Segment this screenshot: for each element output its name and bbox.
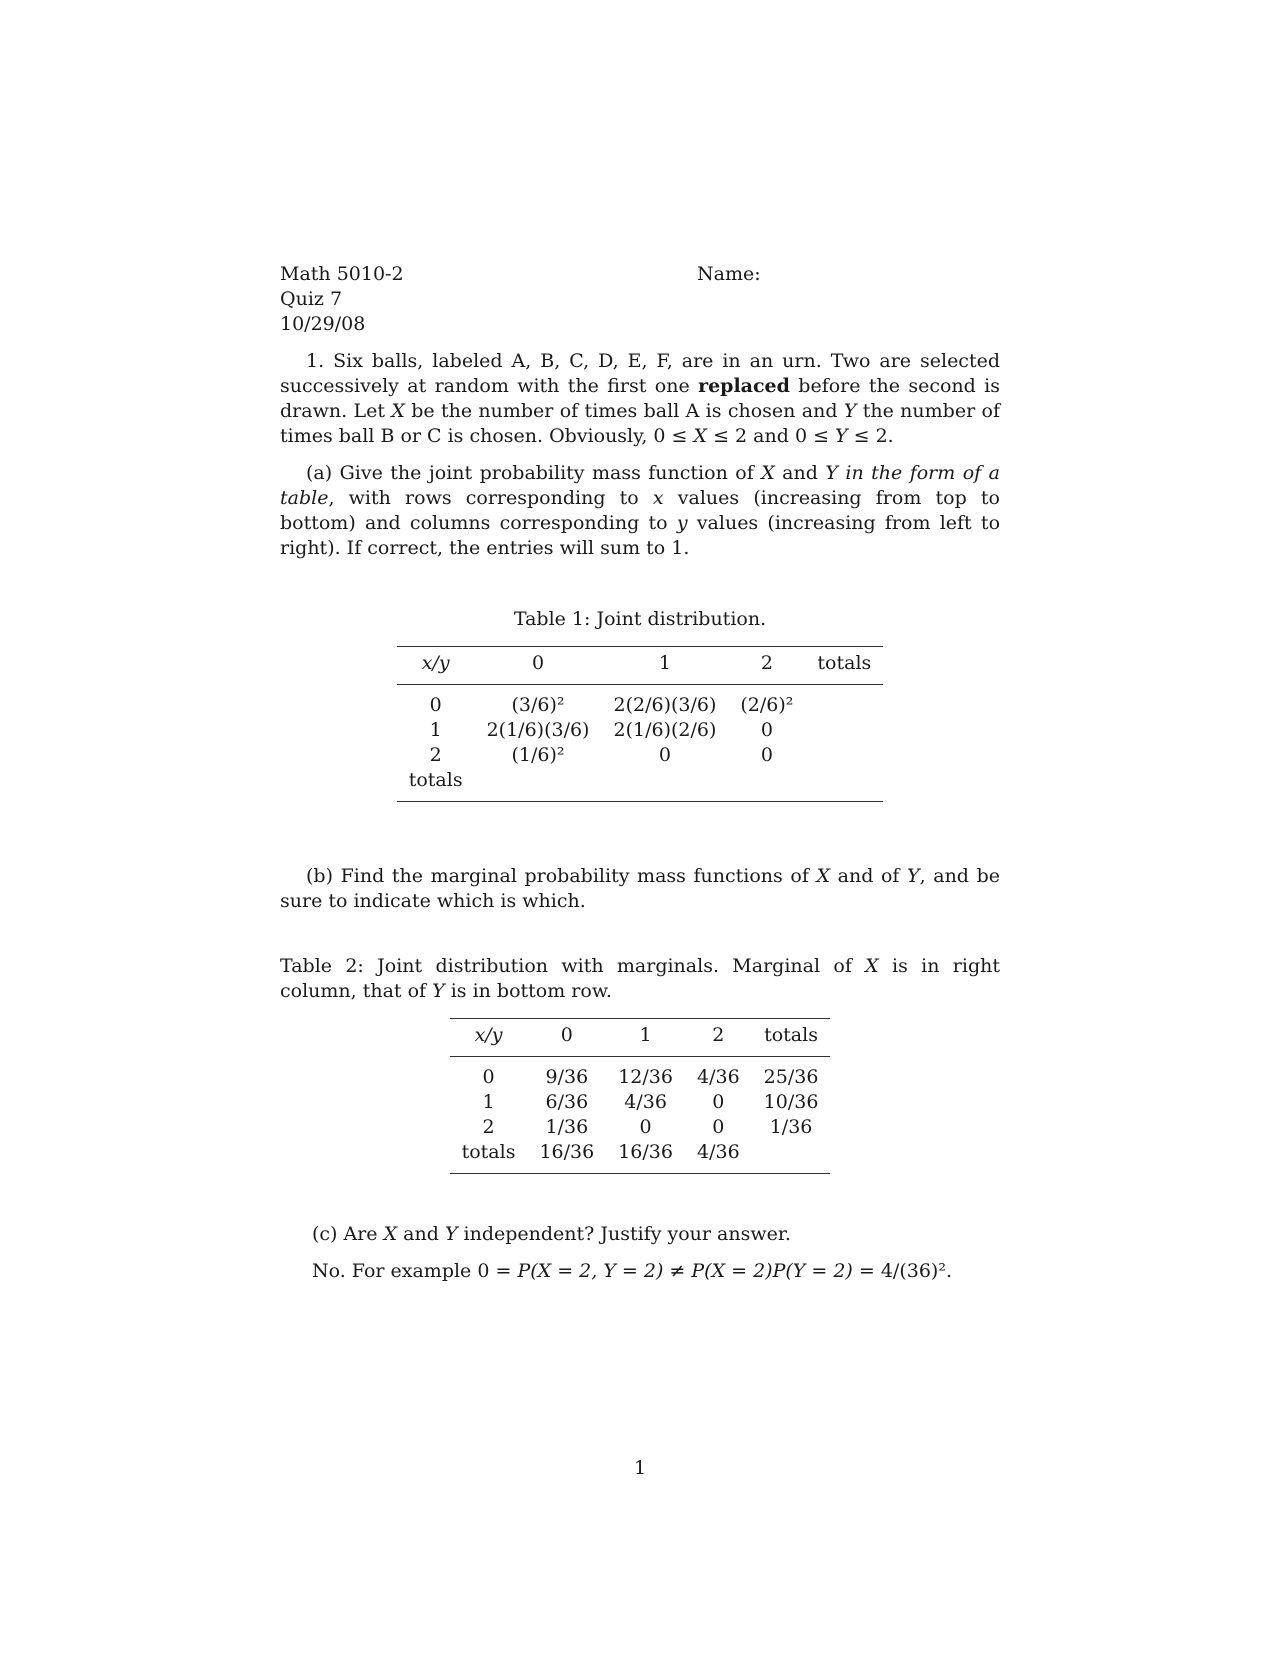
- text-run: be the number of times ball A is chosen and: [404, 400, 844, 422]
- text-run: the number of times ball B or C is chosen. Obviously, 0 ≤: [280, 400, 1000, 447]
- text-run: No. For example 0 =: [312, 1260, 518, 1282]
- math-var: Y: [907, 865, 920, 887]
- math-var: X: [391, 400, 405, 422]
- table-header-cell: x/y: [450, 1019, 528, 1057]
- text-run: before the second is drawn. Let: [280, 375, 1001, 422]
- text-run: (b) Find the marginal probability mass functions of: [306, 865, 817, 887]
- table-cell: [728, 768, 805, 802]
- math-var: Y: [835, 425, 848, 447]
- table-cell: 16/36: [527, 1140, 606, 1174]
- name-label: Name:: [697, 263, 761, 285]
- text-run: values (increasing from left to right). If correct, the entries will sum to 1.: [280, 512, 1001, 559]
- course-label: Math 5010-2: [280, 263, 404, 285]
- table-cell: 2: [429, 744, 442, 766]
- table-cell: (1/6)²: [511, 744, 565, 766]
- table-header-cell: totals: [752, 1019, 831, 1057]
- table-cell: 0: [429, 694, 442, 716]
- math-expression: P(X = 2, Y = 2) ≠ P(X = 2)P(Y = 2): [517, 1260, 853, 1282]
- table-cell: 25/36: [763, 1066, 819, 1088]
- table-row: [450, 1115, 831, 1140]
- table-cell: [805, 743, 883, 768]
- table-cell: 0: [760, 719, 773, 741]
- math-var: y: [676, 512, 688, 534]
- marginals-table: [450, 1018, 831, 1174]
- table-cell: 4/36: [685, 1140, 752, 1174]
- joint-distribution-table: [397, 646, 884, 802]
- table-cell: totals: [397, 768, 475, 802]
- table-row: [397, 768, 884, 802]
- table-row: [397, 718, 884, 743]
- math-var: Y: [432, 980, 445, 1002]
- italic-phrase: in the form of a table: [280, 462, 1000, 509]
- table-header-cell: 0: [527, 1019, 606, 1057]
- table-row: [450, 1140, 831, 1174]
- table-cell: 10/36: [763, 1091, 819, 1113]
- part-b-text: [280, 864, 1000, 914]
- math-var: x: [652, 487, 664, 509]
- table-header-cell: 2: [685, 1019, 752, 1057]
- text-run: , and be sure to indicate which is which.: [280, 865, 1000, 912]
- text-run: ≤ 2.: [847, 425, 894, 447]
- table-cell: 1: [429, 719, 442, 741]
- text-run: ≤ 2 and 0 ≤: [707, 425, 836, 447]
- text-run: and: [397, 1223, 445, 1245]
- table-cell: 1: [482, 1091, 495, 1113]
- part-c-text: [312, 1222, 1000, 1247]
- text-run: and: [774, 462, 826, 484]
- math-var: X: [693, 425, 708, 447]
- table-cell: (2/6)²: [740, 694, 794, 716]
- math-var: Y: [843, 400, 857, 422]
- table-cell: 2(2/6)(3/6): [613, 694, 717, 716]
- table-header-cell: 2: [728, 647, 805, 685]
- text-run: Six balls, labeled A, B, C, D, E, F, are in an urn. Two are selected successively at random with the first one: [280, 350, 1000, 397]
- table-row: [450, 1057, 831, 1091]
- text-run: and of: [830, 865, 908, 887]
- table-cell: 2(1/6)(3/6): [486, 719, 590, 741]
- math-var: X: [761, 462, 775, 484]
- table-cell: [805, 685, 883, 719]
- math-var: X: [816, 865, 831, 887]
- quiz-page: [280, 262, 1000, 1284]
- table-cell: totals: [450, 1140, 528, 1174]
- date-label: 10/29/08: [280, 313, 366, 335]
- table-row: [397, 743, 884, 768]
- page-number: 1: [633, 1457, 647, 1479]
- table-header-cell: x/y: [397, 647, 475, 685]
- problem-1-text: [280, 349, 1000, 449]
- table-cell: 0: [482, 1066, 495, 1088]
- bold-word: replaced: [698, 375, 790, 397]
- table-cell: 4/36: [696, 1066, 740, 1088]
- table-header-cell: 1: [606, 1019, 685, 1057]
- problem-number: 1.: [306, 350, 325, 372]
- table-header-cell: 1: [601, 647, 728, 685]
- text-run: (a) Give the joint probability mass function of: [306, 462, 762, 484]
- header: [280, 262, 1000, 337]
- table-cell: 2: [482, 1116, 495, 1138]
- part-c-answer: [312, 1259, 1000, 1284]
- quiz-label: Quiz 7: [280, 288, 343, 310]
- part-a-text: [280, 461, 1000, 561]
- table-cell: [805, 718, 883, 743]
- text-run: is in bottom row.: [444, 980, 612, 1002]
- table-header-cell: 0: [475, 647, 602, 685]
- table-cell: 0: [712, 1091, 725, 1113]
- table-cell: 9/36: [545, 1066, 589, 1088]
- table-cell: 16/36: [606, 1140, 685, 1174]
- table-cell: 12/36: [618, 1066, 673, 1088]
- text-run: independent? Justify your answer.: [457, 1223, 791, 1245]
- table-row: [450, 1090, 831, 1115]
- table-cell: 4/36: [624, 1091, 667, 1113]
- math-var: Y: [444, 1223, 458, 1245]
- table-cell: 0: [658, 744, 671, 766]
- text-run: (c) Are: [312, 1223, 384, 1245]
- table-cell: [601, 768, 728, 802]
- math-var: Y: [825, 462, 838, 484]
- table-cell: [475, 768, 602, 802]
- table-header-cell: totals: [805, 647, 883, 685]
- math-var: X: [383, 1223, 398, 1245]
- table-cell: 0: [639, 1116, 652, 1138]
- table-2-caption: [280, 954, 1000, 1004]
- table-cell: 1/36: [769, 1116, 813, 1138]
- table-cell: 0: [712, 1116, 725, 1138]
- table-cell: [805, 768, 883, 802]
- table-cell: (3/6)²: [511, 694, 565, 716]
- text-run: values (increasing from top to bottom) and columns corresponding to: [280, 487, 1000, 534]
- table-cell: [752, 1140, 831, 1174]
- text-run: is in right column, that of: [280, 955, 1000, 1002]
- table-cell: 6/36: [545, 1091, 589, 1113]
- table-cell: 0: [760, 744, 773, 766]
- table-cell: 2(1/6)(2/6): [613, 719, 717, 741]
- table-row: [397, 685, 884, 719]
- math-var: X: [865, 955, 879, 977]
- table-1-caption: Table 1: Joint distribution.: [513, 608, 767, 630]
- text-run: , with rows corresponding to: [328, 487, 653, 509]
- text-run: Table 2: Joint distribution with marginals. Marginal of: [280, 955, 866, 977]
- text-run: = 4/(36)².: [852, 1260, 952, 1282]
- table-cell: 1/36: [545, 1116, 589, 1138]
